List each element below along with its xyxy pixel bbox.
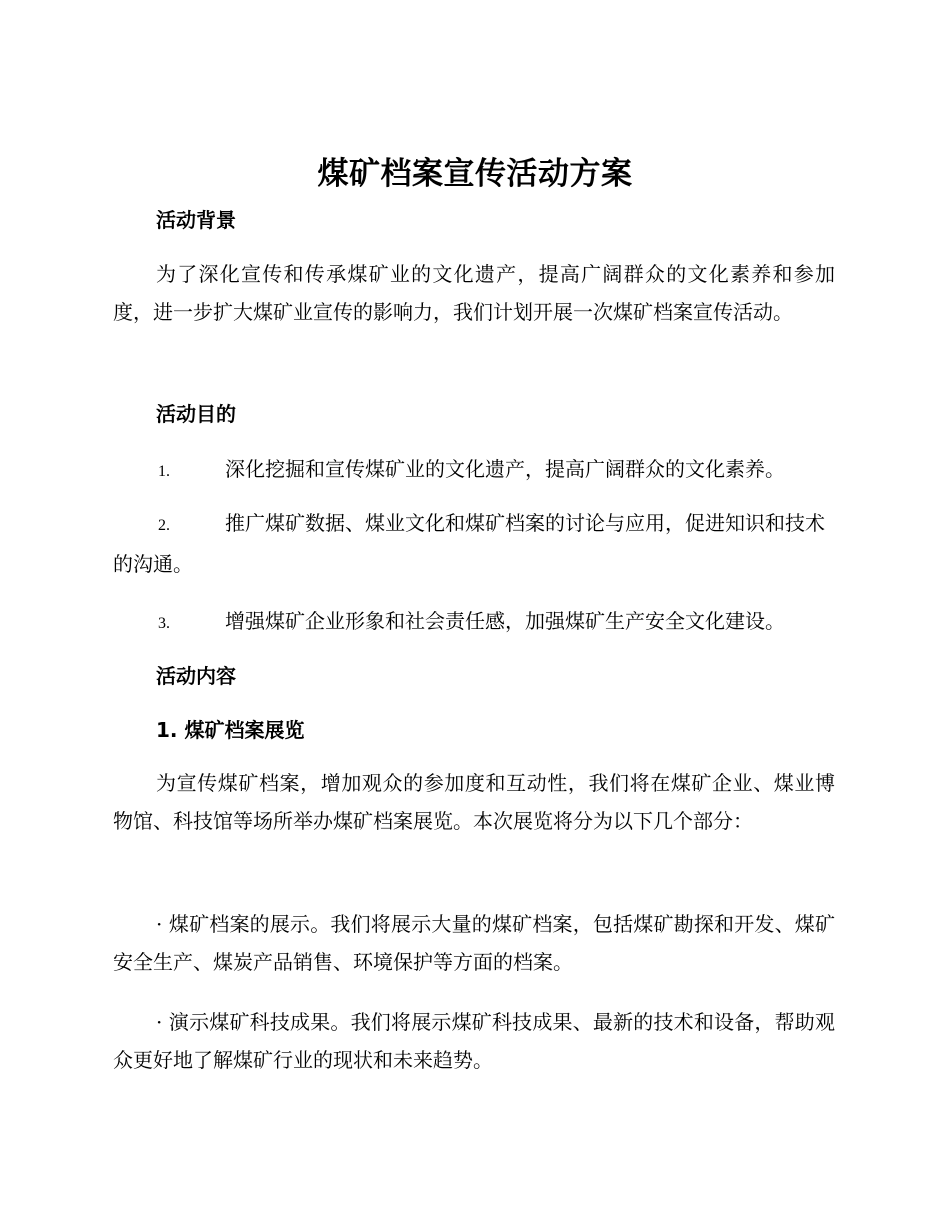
purpose-list-item xyxy=(113,450,835,491)
bullet-paragraph: · 演示煤矿科技成果。我们将展示煤矿科技成果、最新的技术和设备，帮助观众更好地了解煤矿行业的现状和未来趋势。 xyxy=(113,1010,835,1072)
section-heading-content: 活动内容 xyxy=(156,664,236,688)
section-heading-background: 活动背景 xyxy=(156,208,236,232)
background-paragraph: 为了深化宣传和传承煤矿业的文化遗产，提高广阔群众的文化素养和参加度，进一步扩大煤矿业宣传的影响力，我们计划开展一次煤矿档案宣传活动。 xyxy=(113,262,835,324)
purpose-list-item xyxy=(113,504,835,583)
list-item-text: 深化挖掘和宣传煤矿业的文化遗产，提高广阔群众的文化素养。 xyxy=(225,457,785,481)
subsection-heading-exhibition: 1. 煤矿档案展览 xyxy=(156,718,305,742)
section-heading-purpose: 活动目的 xyxy=(156,402,236,426)
purpose-list-item xyxy=(113,602,835,643)
document-title: 煤矿档案宣传活动方案 xyxy=(317,156,633,192)
bullet-paragraph: · 煤矿档案的展示。我们将展示大量的煤矿档案，包括煤矿勘探和开发、煤矿安全生产、煤炭产品销售、环境保护等方面的档案。 xyxy=(113,912,835,974)
list-number: 1. xyxy=(158,463,170,480)
list-number: 3. xyxy=(158,615,170,632)
exhibition-paragraph: 为宣传煤矿档案，增加观众的参加度和互动性，我们将在煤矿企业、煤业博物馆、科技馆等场所举办煤矿档案展览。本次展览将分为以下几个部分： xyxy=(113,771,835,833)
list-item-text: 增强煤矿企业形象和社会责任感，加强煤矿生产安全文化建设。 xyxy=(225,609,785,633)
list-item-text: 推广煤矿数据、煤业文化和煤矿档案的讨论与应用，促进知识和技术的沟通。 xyxy=(113,511,825,576)
list-number: 2. xyxy=(158,517,170,534)
